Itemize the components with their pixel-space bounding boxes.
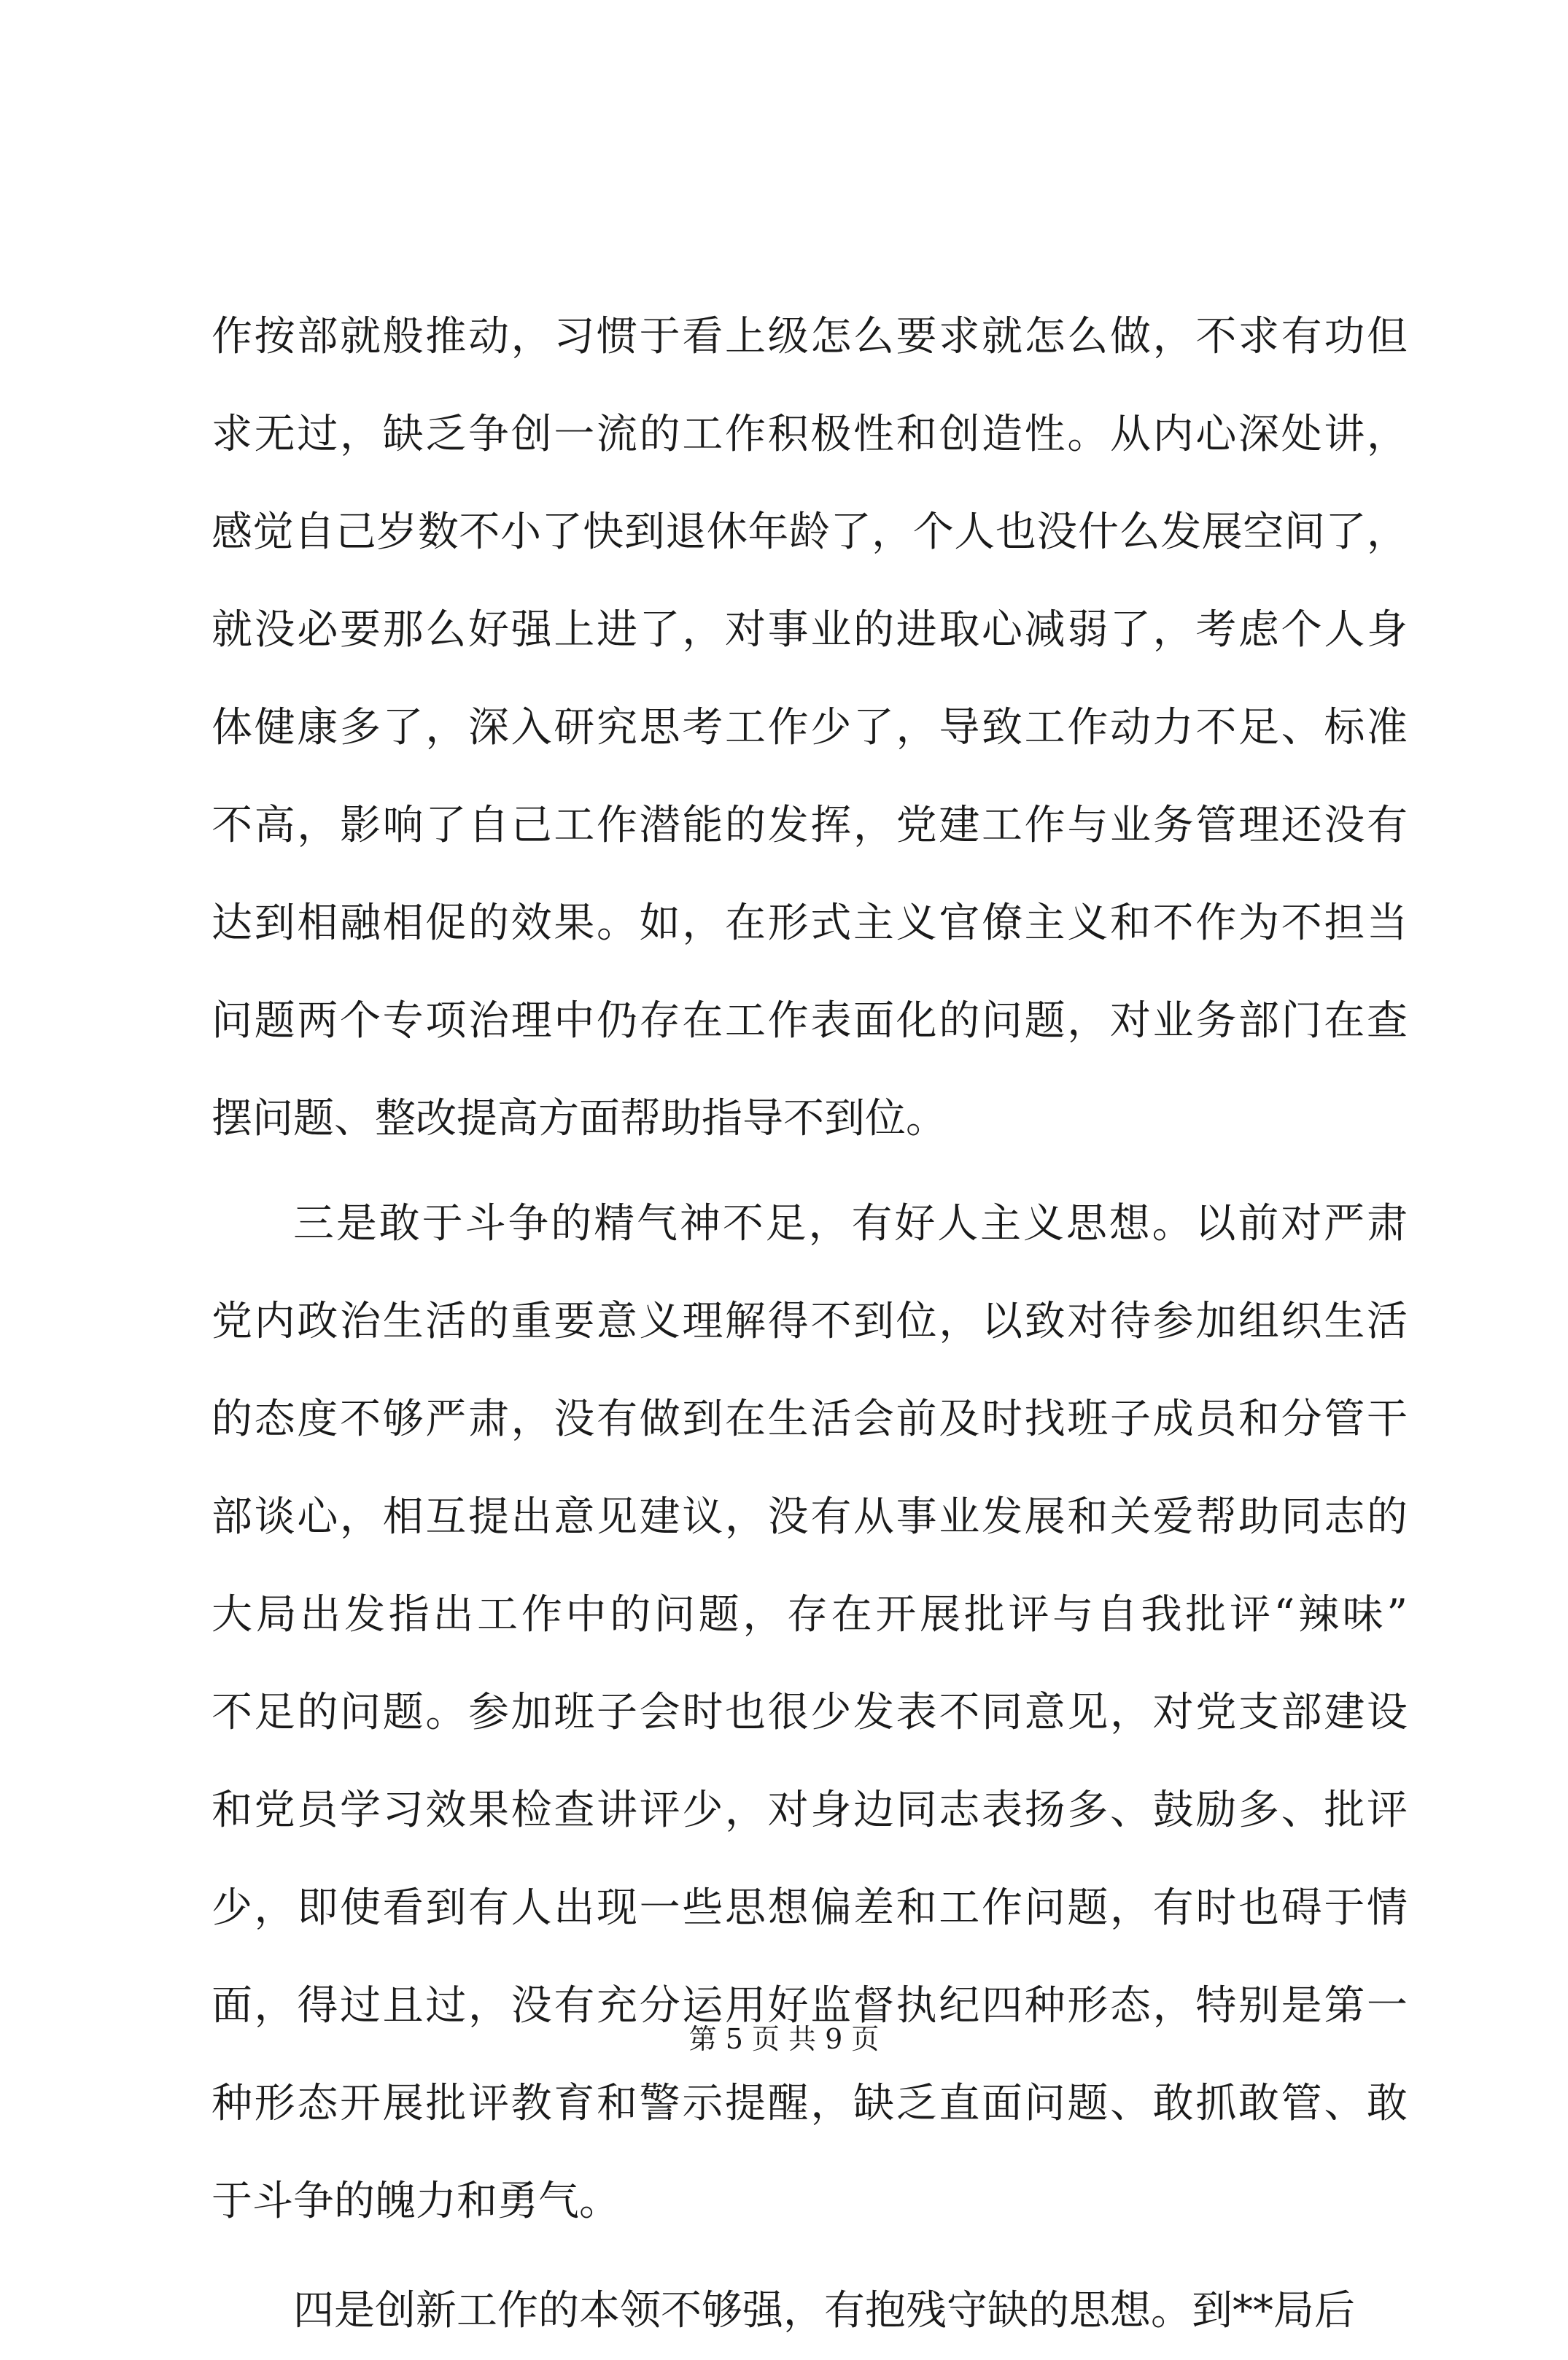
text-line: 于斗争的魄力和勇气。 bbox=[211, 2178, 620, 2225]
text-line: 作按部就般推动，习惯于看上级怎么要求就怎么做，不求有功但 bbox=[211, 313, 1408, 360]
text-line: 的态度不够严肃，没有做到在生活会前及时找班子成员和分管干 bbox=[211, 1396, 1408, 1443]
page-number-footer: 第 5 页 共 9 页 bbox=[688, 2023, 880, 2055]
text-line: 达到相融相促的效果。如，在形式主义官僚主义和不作为不担当 bbox=[211, 899, 1408, 947]
text-line: 摆问题、整改提高方面帮助指导不到位。 bbox=[211, 1095, 947, 1142]
text-line: 问题两个专项治理中仍存在工作表面化的问题，对业务部门在查 bbox=[211, 997, 1408, 1045]
paragraph-gap bbox=[211, 1168, 1408, 1175]
text-line: 不足的问题。参加班子会时也很少发表不同意见，对党支部建设 bbox=[211, 1689, 1408, 1736]
text-line: 不高，影响了自己工作潜能的发挥，党建工作与业务管理还没有 bbox=[211, 802, 1408, 849]
text-line: 少，即使看到有人出现一些思想偏差和工作问题，有时也碍于情 bbox=[211, 1884, 1408, 1932]
paragraph-start-line: 四是创新工作的本领不够强，有抱残守缺的思想。到**局后 bbox=[293, 2287, 1355, 2334]
paragraph-start-line: 三是敢于斗争的精气神不足，有好人主义思想。以前对严肃 bbox=[293, 1200, 1408, 1247]
text-line: 面，得过且过，没有充分运用好监督执纪四种形态，特别是第一 bbox=[211, 1982, 1408, 2030]
text-line: 种形态开展批评教育和警示提醒，缺乏直面问题、敢抓敢管、敢 bbox=[211, 2080, 1408, 2127]
text-line: 部谈心，相互提出意见建议，没有从事业发展和关爱帮助同志的 bbox=[211, 1493, 1408, 1541]
text-line: 大局出发指出工作中的问题，存在开展批评与自我批评“辣味” bbox=[211, 1591, 1408, 1639]
paragraph-gap bbox=[211, 2251, 1408, 2262]
text-line: 体健康多了，深入研究思考工作少了，导致工作动力不足、标准 bbox=[211, 704, 1408, 751]
text-line: 求无过，缺乏争创一流的工作积极性和创造性。从内心深处讲， bbox=[211, 411, 1408, 458]
text-line: 和党员学习效果检查讲评少，对身边同志表扬多、鼓励多、批评 bbox=[211, 1787, 1408, 1834]
text-line: 感觉自己岁数不小了快到退休年龄了，个人也没什么发展空间了， bbox=[211, 508, 1408, 556]
text-line: 党内政治生活的重要意义理解得不到位，以致对待参加组织生活 bbox=[211, 1298, 1408, 1345]
text-line: 就没必要那么好强上进了，对事业的进取心减弱了，考虑个人身 bbox=[211, 606, 1408, 654]
